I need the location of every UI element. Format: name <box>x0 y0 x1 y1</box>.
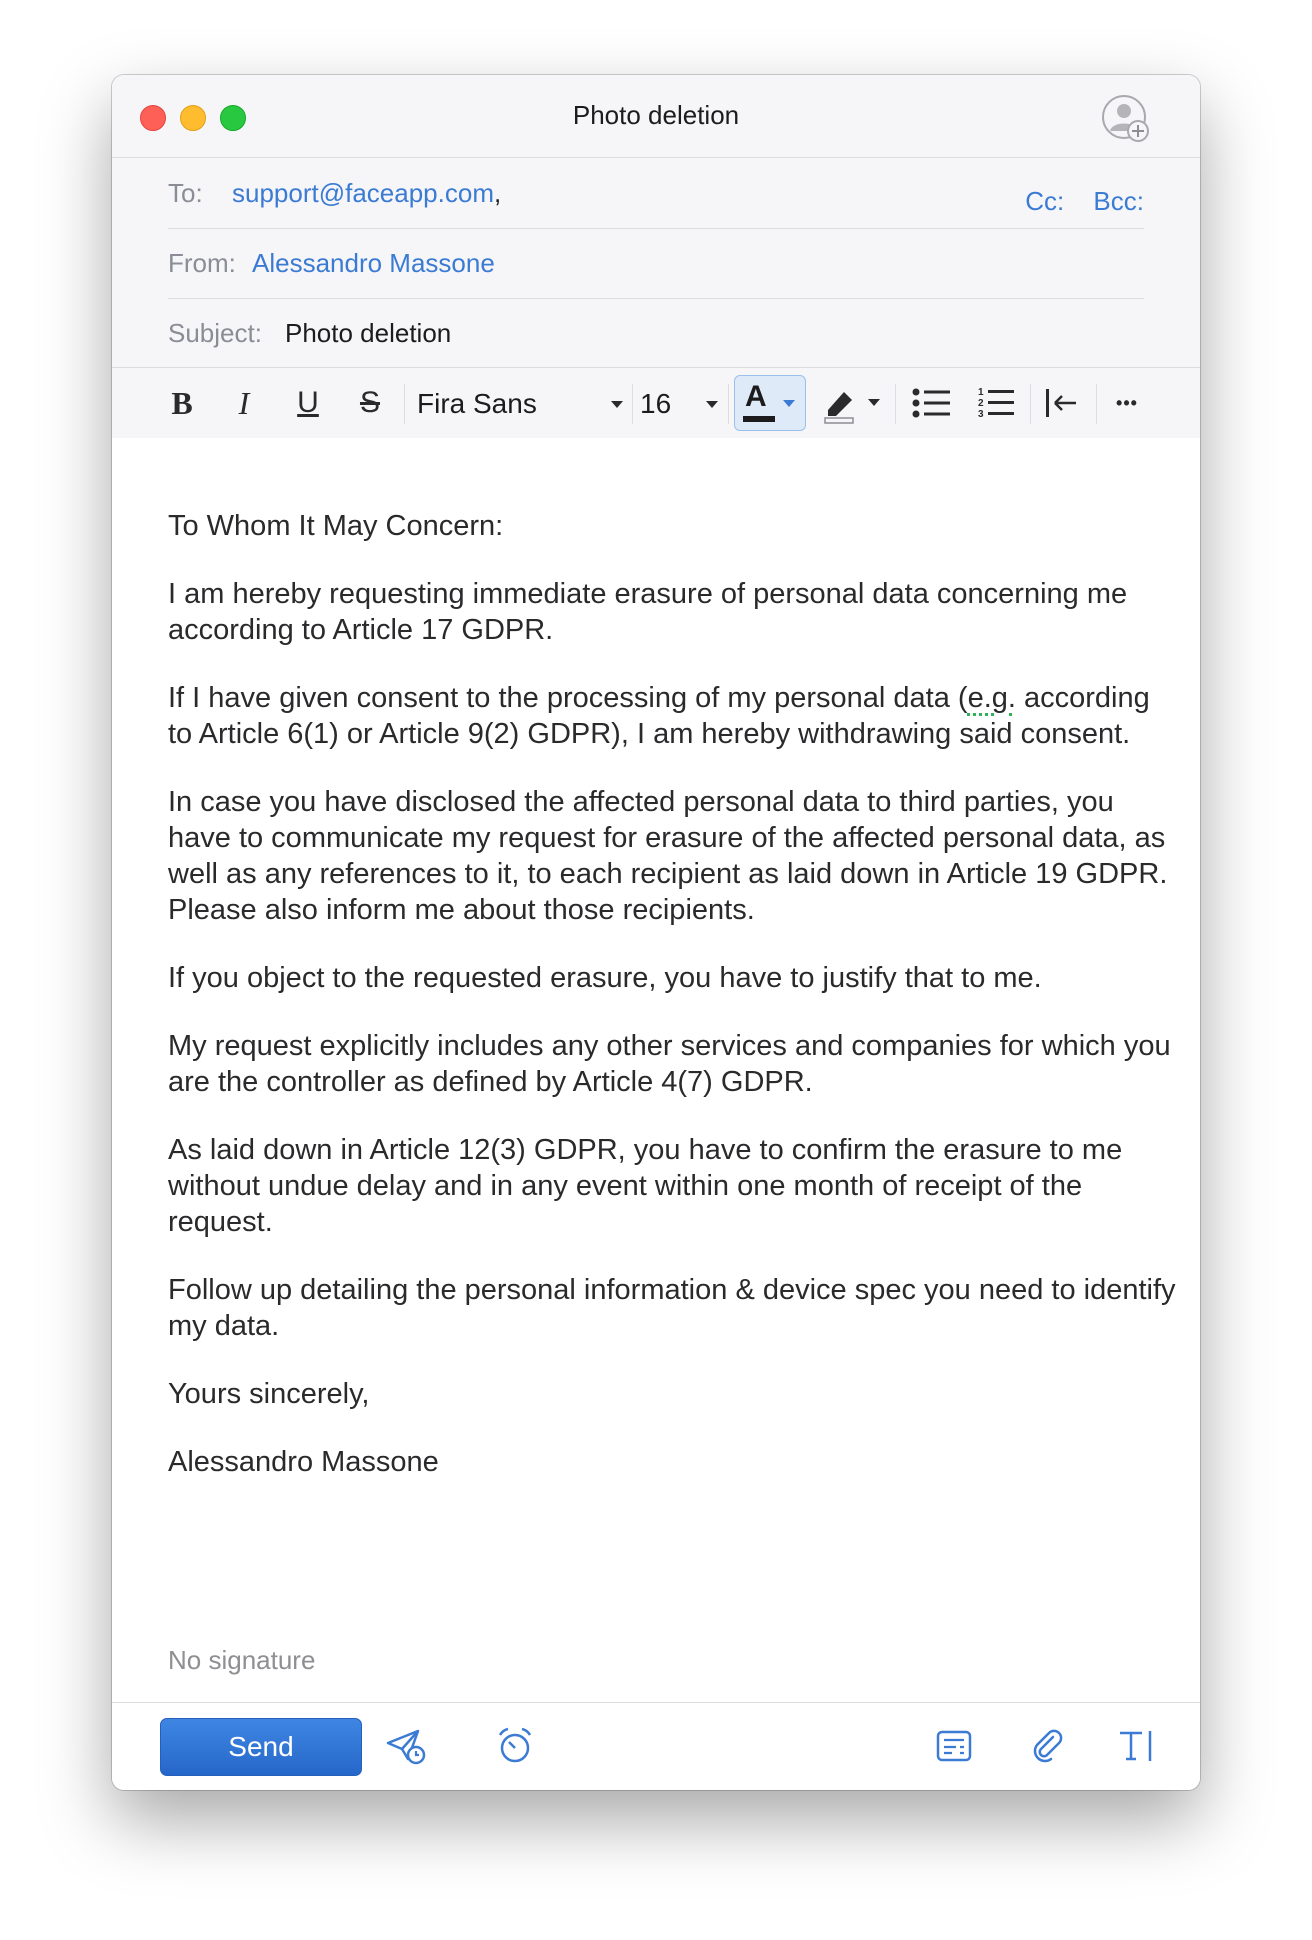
text-color-icon: A <box>745 380 767 413</box>
strikethrough-button[interactable] <box>352 380 388 426</box>
to-row <box>168 158 1144 229</box>
more-options-button[interactable] <box>1104 380 1150 426</box>
body-paragraph: As laid down in Article 12(3) GDPR, you have to confirm the erasure to me without undue delay and in any event within one month of receipt of the request. <box>168 1134 1123 1238</box>
from-row <box>168 228 1144 299</box>
window-title: Photo deletion <box>572 100 740 130</box>
bcc-button[interactable]: Bcc: <box>1093 186 1144 216</box>
body-paragraph: In case you have disclosed the affected personal data to third parties, you have to communicate my request for erasure of the affected personal data, as well as any references to it, to each recipient as laid down in Article 19 GDPR. Please also inform me about those recipients. <box>168 786 1168 926</box>
chevron-down-icon <box>611 401 623 408</box>
text-format-icon <box>1114 1723 1160 1769</box>
cc-bcc-controls <box>1003 186 1144 217</box>
chevron-down-icon <box>783 400 795 407</box>
bold-button[interactable] <box>164 380 200 426</box>
svg-text:3: 3 <box>978 409 984 420</box>
message-content[interactable] <box>168 508 1178 1512</box>
closing: Yours sincerely, <box>168 1378 370 1410</box>
toolbar-divider <box>895 384 896 424</box>
bold-icon: B <box>171 384 193 421</box>
send-button[interactable]: Send <box>160 1718 362 1776</box>
from-field[interactable]: Alessandro Massone <box>252 248 495 278</box>
recipient-separator: , <box>493 178 502 208</box>
strikethrough-icon: S <box>359 386 380 419</box>
recipient-token[interactable]: support@faceapp.com <box>232 178 494 208</box>
reminder-icon <box>492 1723 538 1769</box>
chevron-down-icon <box>868 399 880 406</box>
signature-selector[interactable]: No signature <box>168 1645 316 1675</box>
body-paragraph: If you object to the requested erasure, you have to justify that to me. <box>168 962 1042 994</box>
to-field[interactable] <box>232 178 501 209</box>
highlight-button[interactable] <box>820 380 890 426</box>
chevron-down-icon <box>706 401 718 408</box>
text-color-swatch <box>743 416 775 422</box>
body-paragraph: I am hereby requesting immediate erasure of personal data concerning me according to Article 17 GDPR. <box>168 578 1128 646</box>
spellcheck-flagged-word[interactable]: e.g. <box>967 682 1016 714</box>
send-later-button[interactable] <box>384 1723 430 1769</box>
body-text: according to Article 6(1) or Article 9(2) GDPR), I am hereby withdrawing said consent. <box>168 682 1150 750</box>
underline-icon: U <box>297 386 319 419</box>
body-paragraph <box>168 680 1178 752</box>
highlight-icon <box>820 380 864 426</box>
template-icon <box>932 1723 978 1769</box>
svg-text:2: 2 <box>978 398 984 409</box>
font-size-select[interactable] <box>640 380 724 426</box>
body-paragraph: My request explicitly includes any other services and companies for which you are the controller as defined by Article 4(7) GDPR. <box>168 1030 1171 1098</box>
toolbar-divider <box>1096 384 1097 424</box>
toolbar-divider <box>632 384 633 424</box>
text-color-button[interactable] <box>734 375 806 431</box>
cc-button[interactable]: Cc: <box>1025 186 1065 216</box>
sender-name: Alessandro Massone <box>168 1446 439 1478</box>
reminder-button[interactable] <box>492 1723 538 1769</box>
greeting: To Whom It May Concern: <box>168 510 504 542</box>
subject-row <box>168 298 1144 368</box>
font-family-select[interactable] <box>417 380 627 426</box>
toolbar-divider <box>404 384 405 424</box>
toolbar-divider <box>1030 384 1031 424</box>
subject-label: Subject: <box>168 318 262 348</box>
add-contact-button[interactable] <box>1100 93 1152 145</box>
outdent-icon <box>1043 387 1079 419</box>
font-family-value: Fira Sans <box>417 388 537 419</box>
italic-icon: I <box>238 384 250 421</box>
message-body[interactable] <box>112 438 1200 1700</box>
from-label: From: <box>168 248 236 278</box>
send-later-icon <box>384 1723 430 1769</box>
outdent-button[interactable] <box>1038 380 1084 426</box>
body-paragraph: Follow up detailing the personal information & device spec you need to identify my data. <box>168 1274 1176 1342</box>
body-text: If I have given consent to the processing of my personal data ( <box>168 682 968 714</box>
bullet-list-icon <box>911 387 951 419</box>
message-headers <box>112 158 1200 367</box>
to-label: To: <box>168 178 203 208</box>
attachment-icon <box>1026 1723 1072 1769</box>
compose-footer <box>112 1702 1200 1790</box>
font-size-value: 16 <box>640 388 672 419</box>
formatting-toolbar <box>112 367 1200 439</box>
compose-window <box>112 75 1200 1790</box>
svg-text:1: 1 <box>978 387 984 398</box>
underline-button[interactable] <box>290 380 326 426</box>
italic-button[interactable] <box>226 380 262 426</box>
text-format-button[interactable] <box>1114 1723 1160 1769</box>
bullet-list-button[interactable] <box>908 380 954 426</box>
numbered-list-icon <box>977 386 1017 420</box>
add-contact-icon <box>1100 93 1152 145</box>
more-icon: ••• <box>1116 392 1138 413</box>
subject-field[interactable]: Photo deletion <box>285 318 452 348</box>
numbered-list-button[interactable] <box>974 380 1020 426</box>
toolbar-divider <box>728 384 729 424</box>
template-button[interactable] <box>932 1723 978 1769</box>
attachment-button[interactable] <box>1026 1723 1072 1769</box>
title-bar <box>112 75 1200 158</box>
